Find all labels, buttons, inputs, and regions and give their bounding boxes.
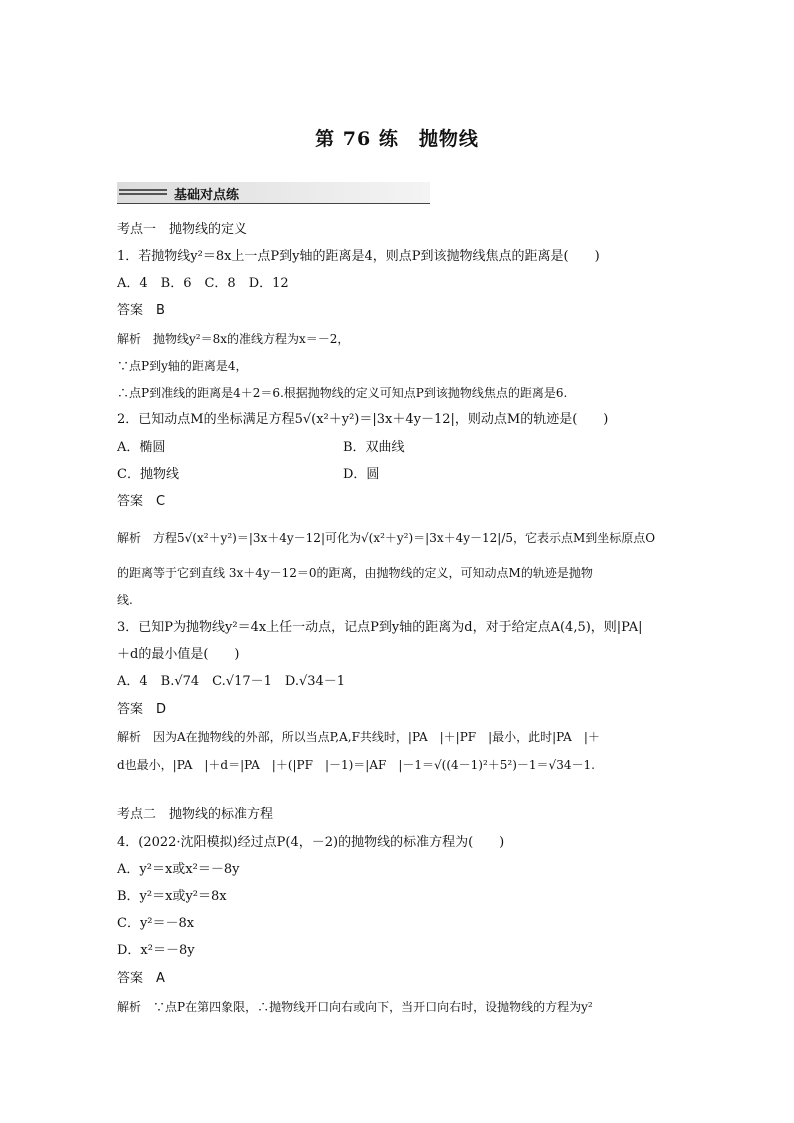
topic-heading-1: 考点一 抛物线的定义: [117, 222, 248, 237]
section-title: 基础对点练: [174, 188, 240, 203]
question-2: 2．已知动点M的坐标满足方程5√(x²＋y²)＝|3x＋4y－12|，则动点M的轨迹是( ): [117, 412, 609, 427]
solution-4-line-1: 解析 ∵点P在第四象限，∴抛物线开口向右或向下，当开口向右时，设抛物线的方程为y²: [117, 1000, 593, 1014]
solution-2-line-3: 线.: [117, 593, 133, 607]
question-2-option-b: B．双曲线: [343, 440, 405, 455]
solution-1-line-3: ∴点P到准线的距离是4＋2＝6.根据抛物线的定义可知点P到该抛物线焦点的距离是6.: [117, 386, 568, 400]
question-4-option-d: D．x²＝－8y: [117, 943, 195, 958]
question-3-options: A．4 B.√74 C.√17－1 D.√34－1: [117, 674, 346, 689]
solution-2-line-2: 的距离等于它到直线 3x＋4y－12＝0的距离，由抛物线的定义，可知动点M的轨迹是抛物: [117, 566, 593, 580]
solution-2-line-1: 解析 方程5√(x²＋y²)＝|3x＋4y－12|可化为√(x²＋y²)＝|3x＋4y－12|/5，它表示点M到坐标原点O: [117, 531, 656, 545]
question-4: 4．(2022·沈阳模拟)经过点P(4，－2)的抛物线的标准方程为( ): [117, 835, 505, 850]
section-header: [117, 182, 430, 204]
answer-1: 答案 B: [117, 303, 165, 318]
answer-2: 答案 C: [117, 494, 166, 509]
solution-3-line-2: d也最小，|PA |＋d＝|PA |＋(|PF |－1)＝|AF |－1＝√((4－1)²＋5²)－1＝√34－1.: [117, 758, 595, 772]
answer-4: 答案 A: [117, 971, 165, 986]
question-2-option-d: D．圆: [343, 467, 380, 482]
page-title: 第 76 练 抛物线: [315, 128, 479, 150]
question-4-option-b: B．y²＝x或y²＝8x: [117, 889, 227, 904]
question-2-option-a: A．椭圆: [117, 440, 166, 455]
question-1: 1．若抛物线y²＝8x上一点P到y轴的距离是4，则点P到该抛物线焦点的距离是( ): [117, 249, 600, 264]
question-4-option-c: C．y²＝－8x: [117, 916, 195, 931]
solution-3-line-1: 解析 因为A在抛物线的外部，所以当点P,A,F共线时，|PA |＋|PF |最小，此时|PA |＋: [117, 730, 600, 744]
solution-1-line-1: 解析 抛物线y²＝8x的准线方程为x＝－2，: [117, 332, 350, 346]
section-stripes-decoration: [119, 189, 167, 195]
topic-heading-2: 考点二 抛物线的标准方程: [117, 807, 274, 822]
question-3-line-2: ＋d的最小值是( ): [117, 647, 240, 662]
question-4-option-a: A．y²＝x或x²＝－8y: [117, 862, 240, 877]
question-3-line-1: 3．已知P为抛物线y²＝4x上任一动点，记点P到y轴的距离为d，对于给定点A(4,5)，则|PA|: [117, 620, 643, 635]
question-1-options: A．4 B．6 C．8 D．12: [117, 276, 289, 291]
solution-1-line-2: ∵点P到y轴的距离是4，: [117, 359, 248, 373]
question-2-option-c: C．抛物线: [117, 467, 179, 482]
answer-3: 答案 D: [117, 702, 167, 717]
